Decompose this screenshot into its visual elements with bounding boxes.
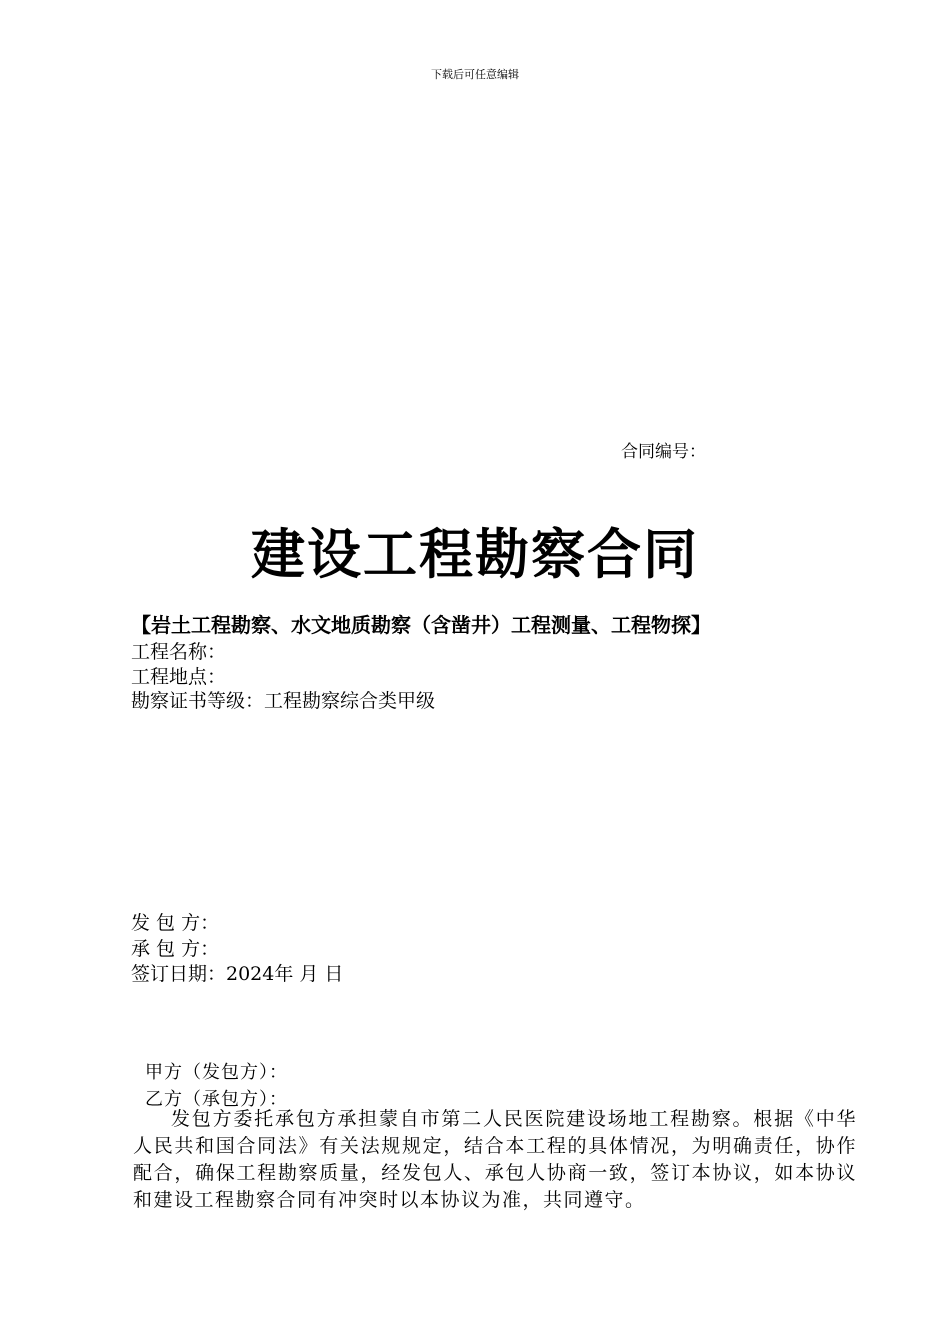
agreement-body-paragraph: 发包方委托承包方承担蒙自市第二人民医院建设场地工程勘察。根据《中华人民共和国合同法》有关法规规定，结合本工程的具体情况，为明确责任，协作配合，确保工程勘察质量，经发包人、承包人协商一致，签订本协议，如本协议和建设工程勘察合同有冲突时以本协议为准，共同遵守。 <box>133 1108 857 1211</box>
document-subtitle: 【岩土工程勘察、水文地质勘察（含凿井）工程测量、工程物探】 <box>131 613 711 637</box>
contractor-field: 承 包 方： <box>131 938 220 960</box>
party-a-label: 甲方（发包方）： <box>145 1062 288 1083</box>
contract-number-label: 合同编号： <box>621 442 706 462</box>
sign-date-field: 签订日期：2024年 月 日 <box>131 963 344 985</box>
project-location-field: 工程地点： <box>131 666 227 688</box>
header-note: 下载后可任意编辑 <box>431 68 519 81</box>
certificate-level-field: 勘察证书等级：工程勘察综合类甲级 <box>131 690 436 712</box>
employer-field: 发 包 方： <box>131 912 220 934</box>
project-name-field: 工程名称： <box>131 641 227 663</box>
document-title: 建设工程勘察合同 <box>251 523 699 586</box>
party-b-label: 乙方（承包方）： <box>145 1089 288 1110</box>
